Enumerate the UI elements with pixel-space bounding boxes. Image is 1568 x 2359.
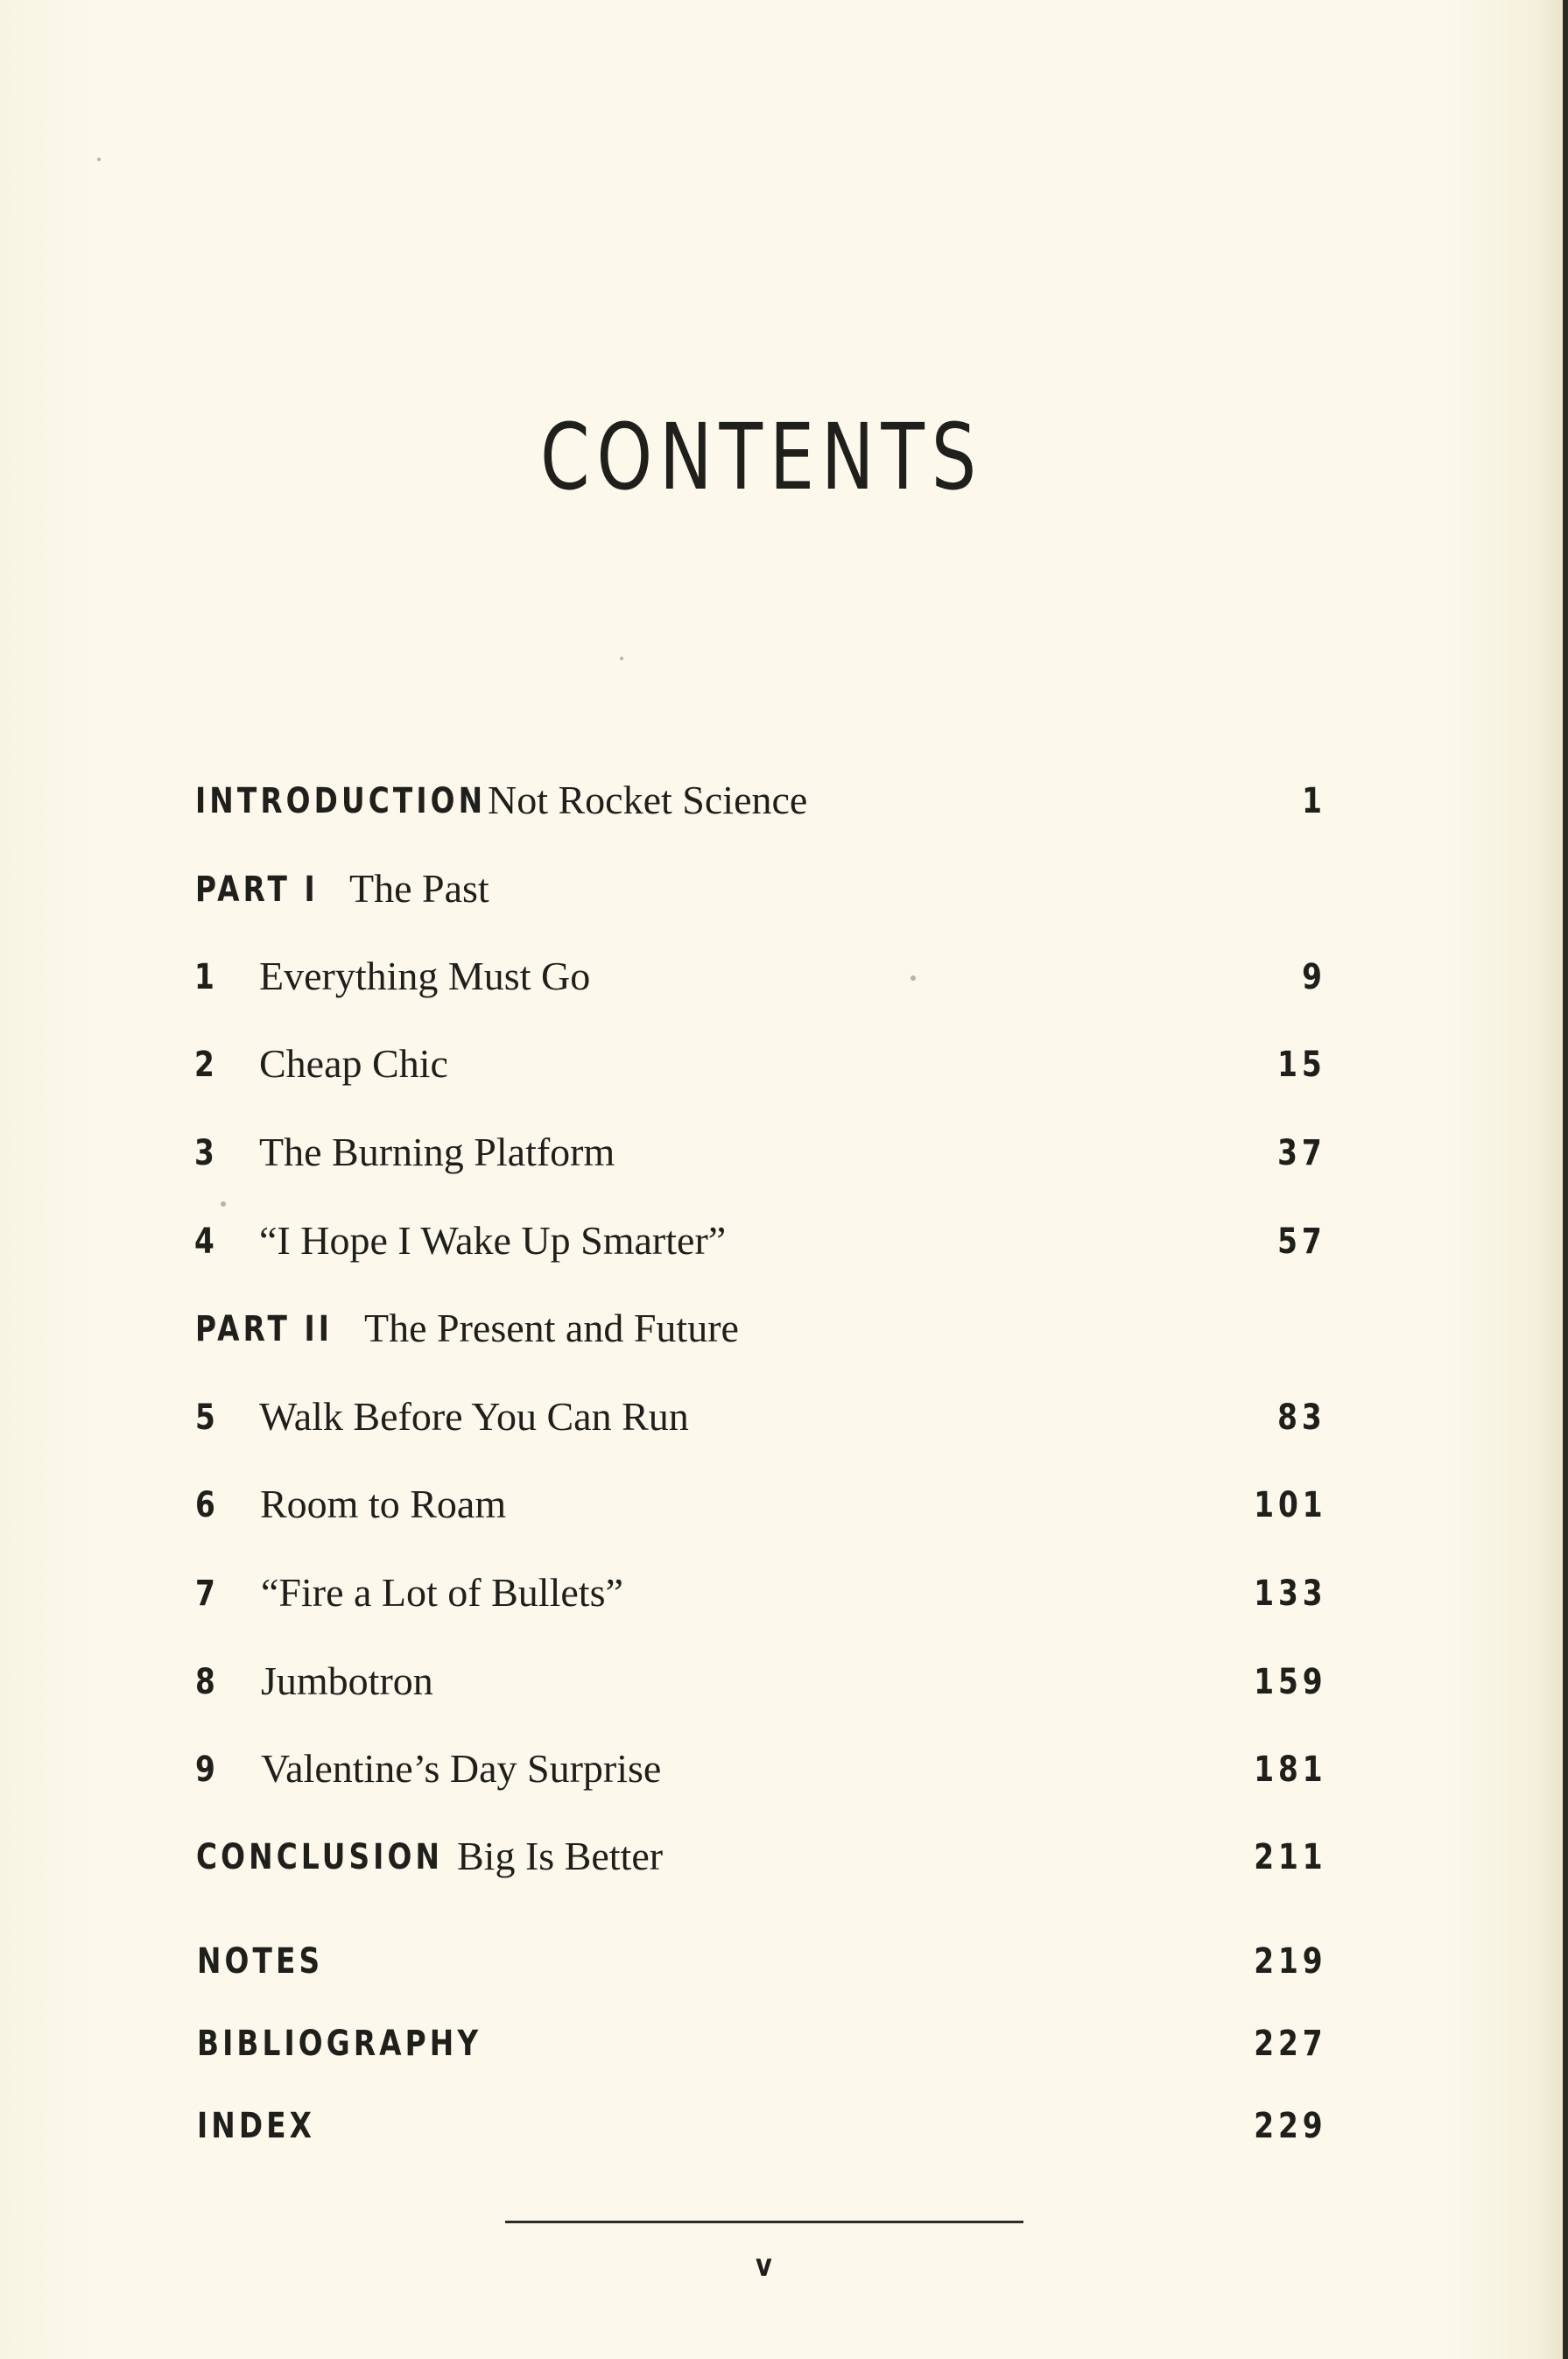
- chapter-title: “Fire a Lot of Bullets”: [261, 1570, 623, 1615]
- paper-speck: [97, 158, 101, 161]
- chapter-number: 3: [194, 1133, 218, 1173]
- entry-page-number: 229: [1253, 2106, 1326, 2146]
- entry-label: BIBLIOGRAPHY: [197, 2024, 482, 2064]
- part-title: The Present and Future: [364, 1306, 739, 1350]
- chapter-page-number: 15: [1277, 1045, 1326, 1085]
- chapter-title: Everything Must Go: [259, 954, 591, 998]
- chapter-title: Valentine’s Day Surprise: [261, 1746, 662, 1791]
- chapter-number: 8: [195, 1662, 219, 1702]
- chapter-number: 5: [195, 1398, 219, 1438]
- chapter-title: Cheap Chic: [259, 1041, 448, 1086]
- chapter-title: Walk Before You Can Run: [259, 1394, 689, 1439]
- entry-title: Not Rocket Science: [488, 778, 808, 822]
- part-title: The Past: [349, 866, 489, 911]
- part-label: PART II: [195, 1309, 334, 1349]
- entry-page-number: 1: [1302, 781, 1326, 821]
- entry-title: Big Is Better: [457, 1834, 664, 1878]
- chapter-page-number: 181: [1253, 1750, 1326, 1790]
- entry-page-number: 227: [1253, 2024, 1326, 2064]
- chapter-number: 9: [195, 1750, 219, 1790]
- chapter-page-number: 159: [1253, 1662, 1326, 1702]
- page-edge: [1563, 0, 1568, 2359]
- entry-page-number: 219: [1253, 1941, 1326, 1982]
- page-folio: v: [756, 2248, 772, 2284]
- footer-rule: [505, 2221, 1023, 2223]
- chapter-title: Room to Roam: [260, 1482, 507, 1526]
- entry-page-number: 211: [1253, 1837, 1326, 1877]
- chapter-page-number: 57: [1277, 1222, 1326, 1262]
- contents-heading: CONTENTS: [539, 404, 984, 511]
- chapter-title: Jumbotron: [261, 1658, 433, 1703]
- chapter-number: 6: [195, 1485, 219, 1525]
- paper-speck: [221, 1201, 226, 1207]
- chapter-page-number: 83: [1277, 1398, 1326, 1438]
- chapter-number: 1: [194, 957, 218, 997]
- chapter-page-number: 133: [1253, 1574, 1326, 1614]
- chapter-title: The Burning Platform: [259, 1130, 615, 1174]
- chapter-number: 2: [194, 1045, 218, 1085]
- paper-speck: [911, 975, 916, 981]
- chapter-number: 7: [195, 1574, 219, 1614]
- chapter-page-number: 37: [1277, 1133, 1326, 1173]
- entry-label: NOTES: [197, 1941, 324, 1982]
- chapter-title: “I Hope I Wake Up Smarter”: [259, 1218, 727, 1263]
- entry-label: INTRODUCTION: [195, 781, 487, 821]
- entry-label: CONCLUSION: [196, 1837, 444, 1877]
- paper-speck: [620, 657, 623, 660]
- chapter-page-number: 101: [1253, 1485, 1326, 1525]
- part-label: PART I: [195, 870, 319, 910]
- entry-label: INDEX: [197, 2106, 316, 2146]
- chapter-page-number: 9: [1302, 957, 1326, 997]
- chapter-number: 4: [194, 1222, 218, 1262]
